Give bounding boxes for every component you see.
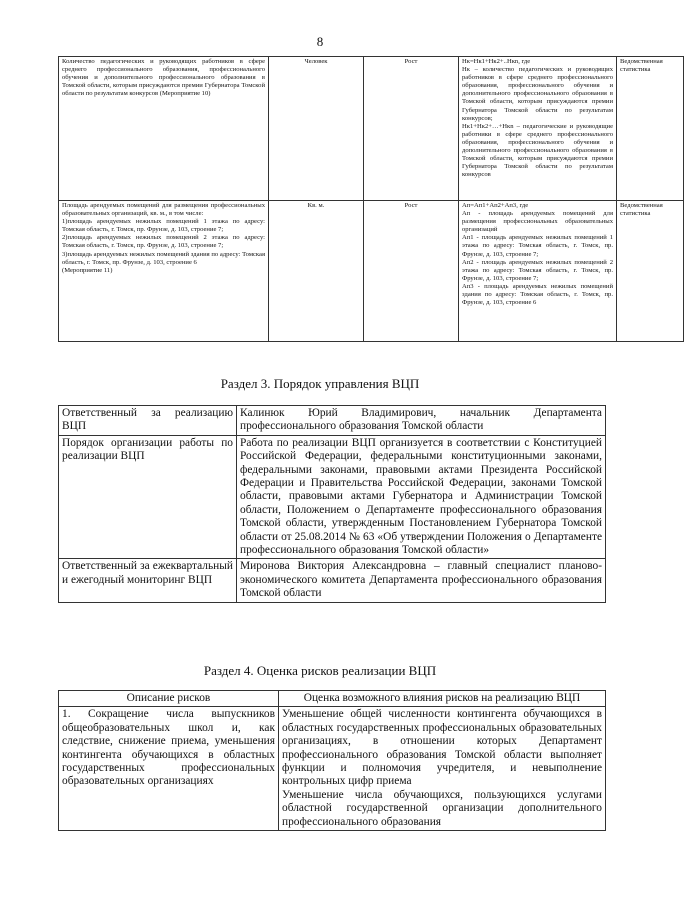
table-header-row bbox=[59, 691, 606, 707]
indicator-source: Ведомственная статистика bbox=[617, 57, 684, 201]
table-row bbox=[59, 57, 684, 201]
formula-line: Нк=Нк1+Нк2+..Нкn, где bbox=[462, 58, 531, 65]
name-line: (Мероприятие 11) bbox=[62, 266, 113, 274]
risks-table bbox=[58, 690, 606, 831]
formula-line: Нк – количество педагогических и руководящих работников в сфере среднего профессионального образования, профессионального обучения и дополнительного профессионального образования в Томской области, которым присуждаются премии Губернатора Томской области по результатам конкурсов; bbox=[462, 66, 613, 122]
name-line: 2)площадь арендуемых нежилых помещений 2 этажа по адресу: Томская область, г. Томск, пр. Фрунзе, д. 103, строение 7; bbox=[62, 234, 265, 250]
indicator-trend: Рост bbox=[364, 57, 459, 201]
header-risk-description: Описание рисков bbox=[59, 691, 279, 707]
section3-title: Раздел 3. Порядок управления ВЦП bbox=[220, 376, 420, 391]
indicator-source: Ведомственная статистика bbox=[617, 201, 684, 342]
management-table bbox=[58, 405, 606, 603]
indicator-name: Количество педагогических и руководящих работников в сфере среднего профессионального образования, профессионального обучения и дополнительного профессионального образования в Томской области, которым присуждаются премии Губернатора Томской области по результатам конкурсов (Мероприятие 10) bbox=[59, 57, 269, 201]
name-line: Площадь арендуемых помещений для размещения профессиональных образовательных организаций, кв. м., в том числе: bbox=[62, 202, 265, 218]
table-row bbox=[59, 707, 606, 831]
section4-title: Раздел 4. Оценка рисков реализации ВЦП bbox=[203, 663, 437, 678]
impact-paragraph: Уменьшение общей численности контингента обучающихся в областных государственных профессиональных образовательных организациях, в отношении которых Департамент профессионального образования Томской области выполняет функции и полномочия учредителя, и невыполнение контрольных цифр приема bbox=[282, 708, 602, 788]
table-row bbox=[59, 559, 606, 602]
indicator-formula bbox=[459, 201, 617, 342]
indicator-name bbox=[59, 201, 269, 342]
impact-paragraph: Уменьшение числа обучающихся, пользующихся услугами областной государственной организации дополнительного профессионального образования bbox=[282, 788, 602, 828]
row-value: Миронова Виктория Александровна – главный специалист планово-экономического комитета Департамента профессионального образования Томской области bbox=[237, 559, 606, 602]
row-label: Ответственный за ежеквартальный и ежегодный мониторинг ВЦП bbox=[59, 559, 237, 602]
table-row bbox=[59, 406, 606, 436]
formula-line: Ап2 - площадь арендуемых нежилых помещений 2 этажа по адресу: Томская область, г. Томск, пр. Фрунзе, д. 103, строение 7; bbox=[462, 258, 613, 282]
table-row bbox=[59, 435, 606, 559]
formula-line: Нк1+Нк2+…+Нкn – педагогические и руководящие работники в сфере среднего профессионального образования, профессионального обучения и дополнительного профессионального образования в Томской области, которым присуждаются премии Губернатора Томской области по результатам конкурсов bbox=[462, 122, 613, 179]
risk-description: 1. Сокращение числа выпускников общеобразовательных школ и, как следствие, снижение приема, уменьшения контингента обучающихся в областных государственных профессиональных образовательных организациях bbox=[59, 707, 279, 831]
header-risk-impact: Оценка возможного влияния рисков на реализацию ВЦП bbox=[279, 691, 606, 707]
name-line: 1)площадь арендуемых нежилых помещений 1 этажа по адресу: Томская область, г. Томск, пр. Фрунзе, д. 103, строение 7; bbox=[62, 218, 265, 234]
indicator-trend: Рост bbox=[364, 201, 459, 342]
indicators-table bbox=[58, 56, 684, 342]
formula-line: Ап3 - площадь арендуемых нежилых помещений здания по адресу: Томская область, г. Томск, пр. Фрунзе, д. 103, строение 6 bbox=[462, 282, 613, 307]
name-line: 3)площадь арендуемых нежилых помещений здания по адресу: Томская область, г. Томск, пр. Фрунзе, д. 103, строение 6 bbox=[62, 250, 265, 266]
formula-line: Ап=Ап1+Ап2+Ап3, где bbox=[462, 202, 529, 209]
page-number: 8 bbox=[316, 34, 324, 49]
row-value: Работа по реализации ВЦП организуется в соответствии с Конституцией Российской Федерации, федеральными конституционными законами, федеральными законами, правовыми актами Президента Российской Федерации и Правительства Российской Федерации, законами Томской области, правовыми актами Губернатора и Администрации Томской области, Положением о Департаменте профессионального образования Томской области, утвержденным Постановлением Губернатора Томской области от 25.08.2014 № 63 «Об утверждении Положения о Департаменте профессионального образования Томской области» bbox=[237, 435, 606, 559]
risk-impact bbox=[279, 707, 606, 831]
indicator-unit: Человек bbox=[269, 57, 364, 201]
indicator-formula bbox=[459, 57, 617, 201]
row-label: Порядок организации работы по реализации ВЦП bbox=[59, 435, 237, 559]
table-row bbox=[59, 201, 684, 342]
formula-line: Ап1 - площадь арендуемых нежилых помещений 1 этажа по адресу: Томская область, г. Томск, пр. Фрунзе, д. 103, строение 7; bbox=[462, 234, 613, 258]
formula-line: Ап - площадь арендуемых помещений для размещения профессиональных образовательных организаций bbox=[462, 210, 613, 234]
indicator-unit: Кв. м. bbox=[269, 201, 364, 342]
row-value: Калинюк Юрий Владимирович, начальник Департамента профессионального образования Томской области bbox=[237, 406, 606, 436]
row-label: Ответственный за реализацию ВЦП bbox=[59, 406, 237, 436]
